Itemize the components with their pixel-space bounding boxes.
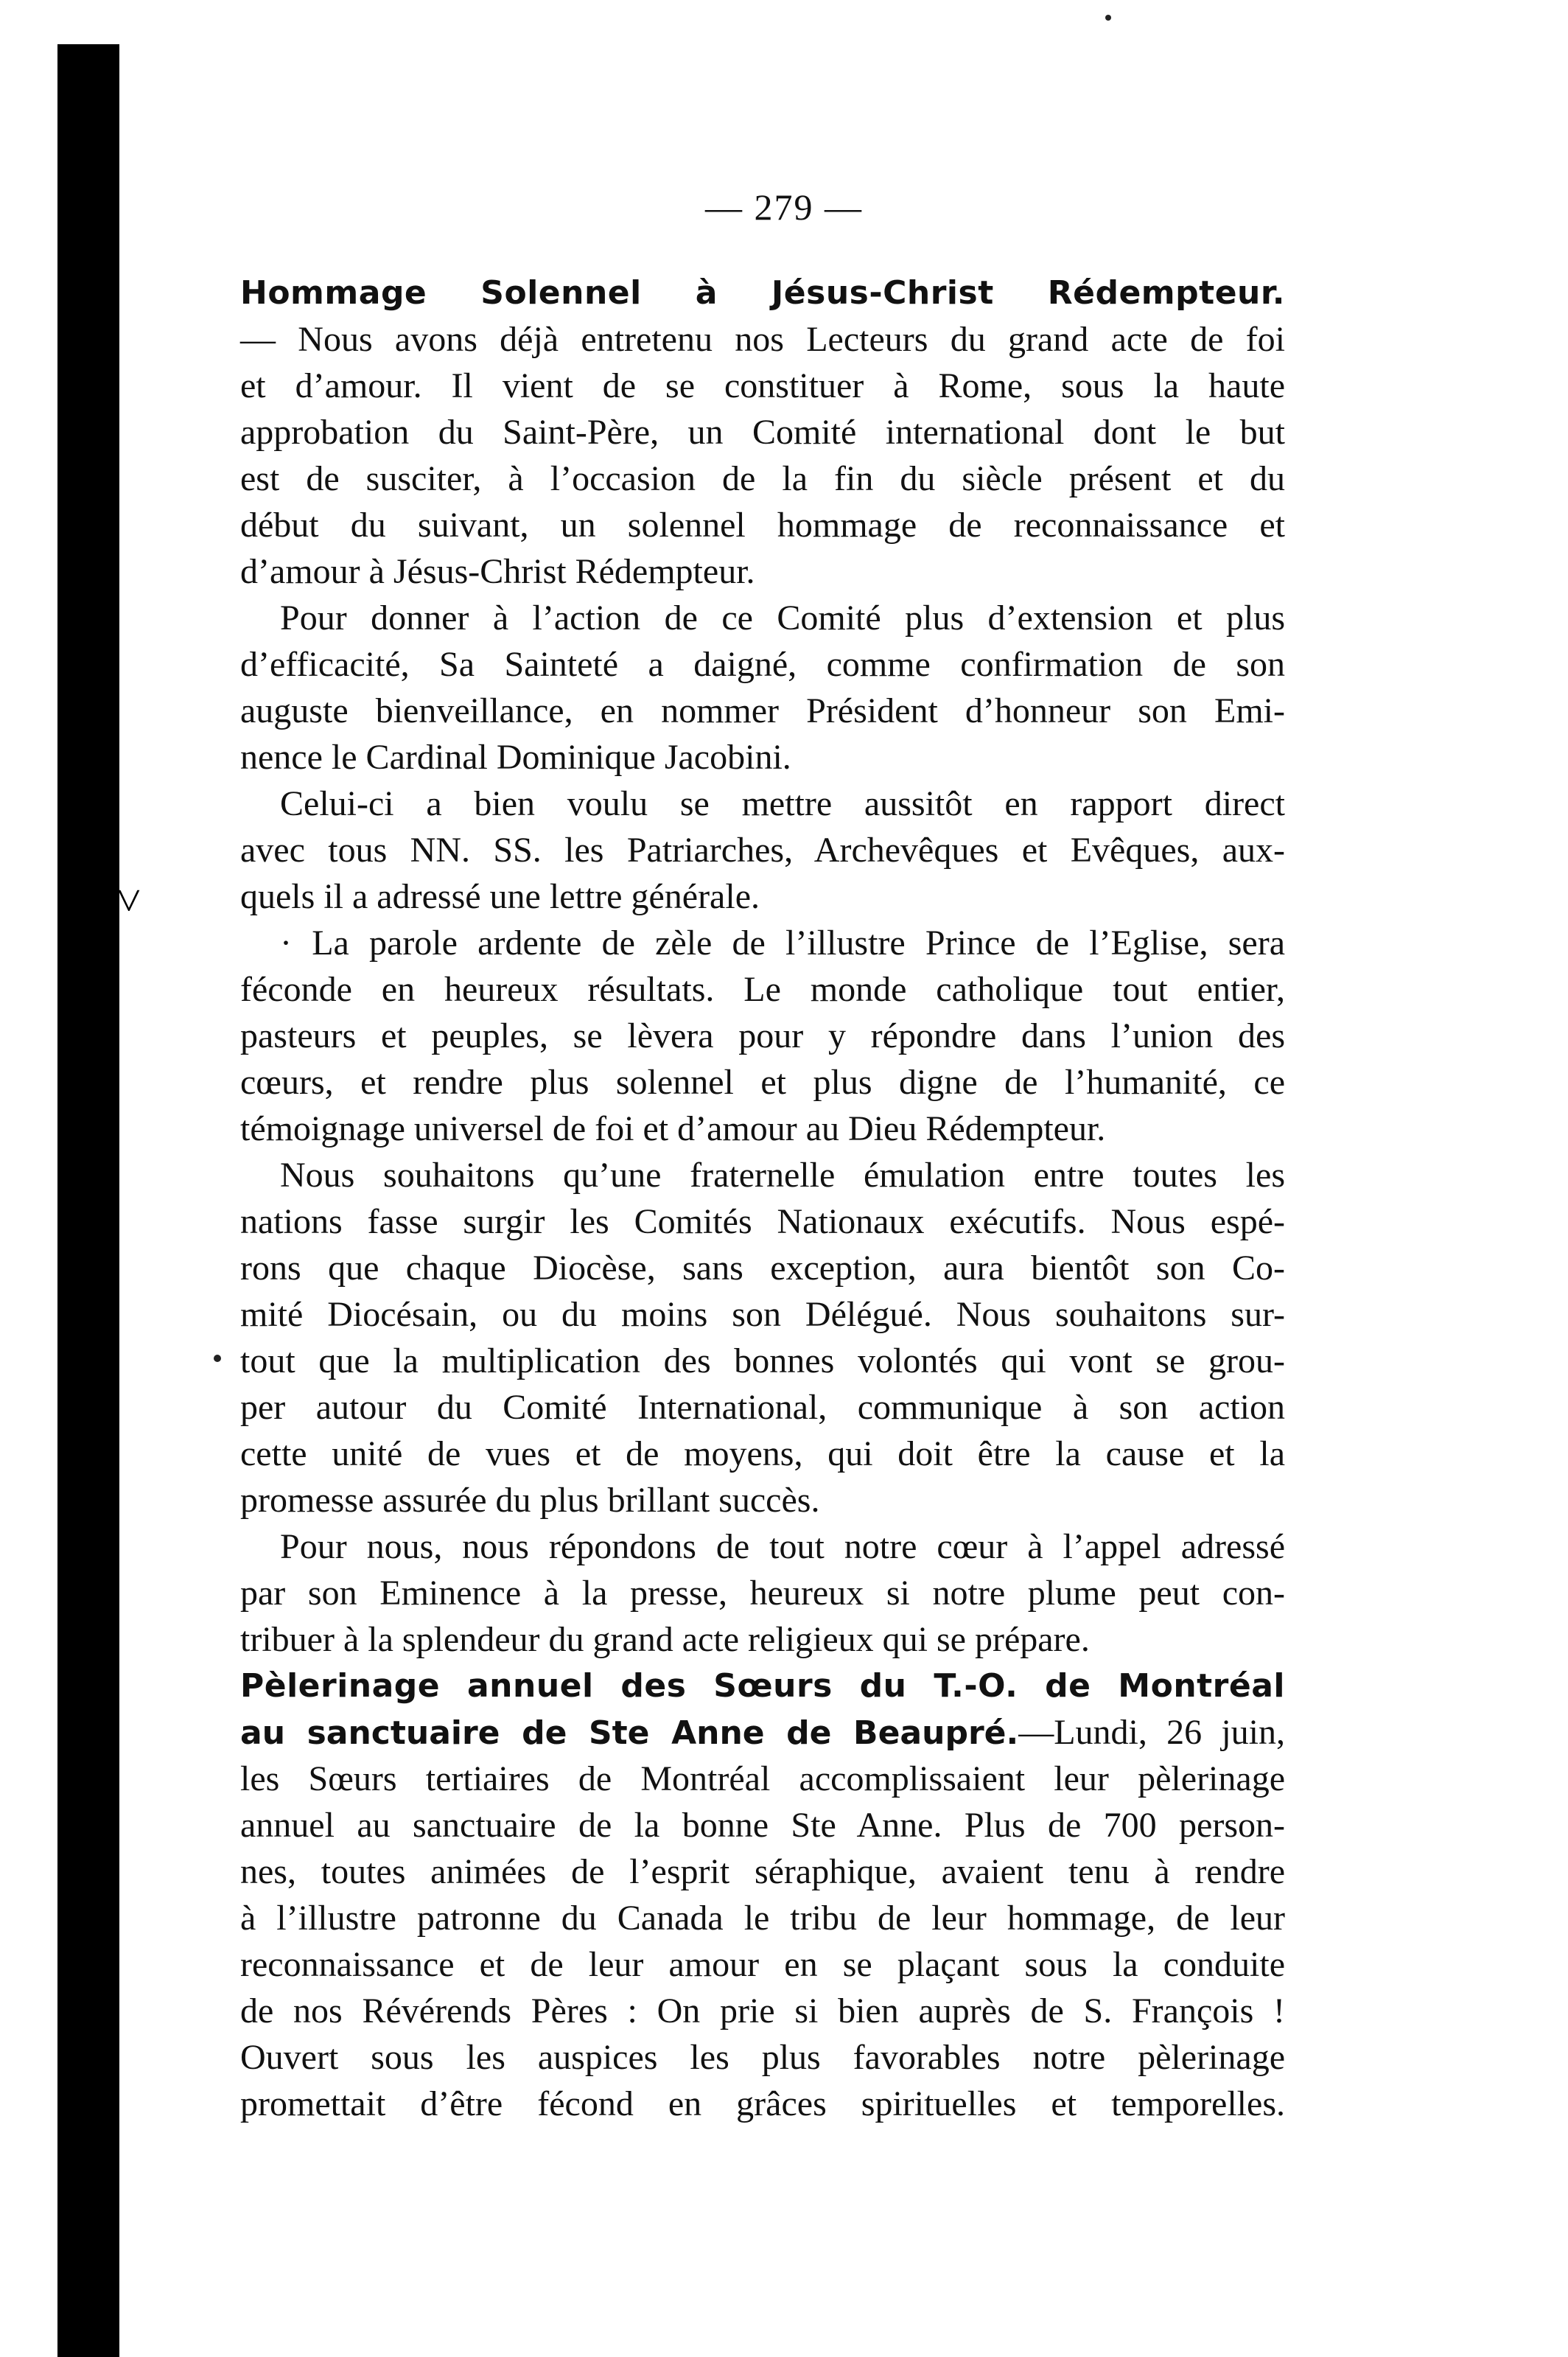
- text-line: est de susciter, à l’occasion de la fin du siècle présent et du: [240, 459, 1285, 498]
- text-line: promesse assurée du plus brillant succès.: [240, 1481, 820, 1520]
- text-line: avec tous NN. SS. les Patriarches, Archevêques et Evêques, aux-: [240, 831, 1285, 870]
- scan-binding-edge: [57, 44, 119, 2357]
- text-line: témoignage universel de foi et d’amour au Dieu Rédempteur.: [240, 1109, 1106, 1148]
- margin-mark: ˅: [116, 876, 141, 925]
- speck-mark: [1105, 15, 1111, 21]
- text-line: Celui-ci a bien voulu se mettre aussitôt en rapport direct: [280, 784, 1285, 823]
- text-line: rons que chaque Diocèse, sans exception, aura bientôt son Co-: [240, 1249, 1285, 1288]
- heading-lead-text: —Lundi, 26 juin,: [1018, 1713, 1285, 1752]
- text-line: à l’illustre patronne du Canada le tribu de leur hommage, de leur: [240, 1899, 1285, 1938]
- text-line: nes, toutes animées de l’esprit séraphique, avaient tenu à rendre: [240, 1852, 1285, 1891]
- text-line: les Sœurs tertiaires de Montréal accomplissaient leur pèlerinage: [240, 1759, 1285, 1798]
- section-heading: Hommage Solennel à Jésus-Christ Rédempteur.: [240, 274, 1285, 312]
- text-line: nations fasse surgir les Comités Nationaux exécutifs. Nous espé-: [240, 1202, 1285, 1241]
- heading-lead-line: [240, 1709, 1285, 1756]
- text-line: Pour nous, nous répondons de tout notre cœur à l’appel adressé: [280, 1527, 1285, 1566]
- text-line: Ouvert sous les auspices les plus favorables notre pèlerinage: [240, 2038, 1285, 2077]
- text-line: cette unité de vues et de moyens, qui doit être la cause et la: [240, 1434, 1285, 1473]
- section-heading-continued: au sanctuaire de Ste Anne de Beaupré.: [240, 1714, 1019, 1752]
- text-line: per autour du Comité International, communique à son action: [240, 1388, 1285, 1427]
- text-line: pasteurs et peuples, se lèvera pour y répondre dans l’union des: [240, 1016, 1285, 1055]
- text-line: annuel au sanctuaire de la bonne Ste Anne. Plus de 700 person-: [240, 1806, 1285, 1845]
- text-line: de nos Révérends Pères : On prie si bien auprès de S. François !: [240, 1991, 1285, 2030]
- text-line: cœurs, et rendre plus solennel et plus digne de l’humanité, ce: [240, 1063, 1285, 1102]
- text-line: auguste bienveillance, en nommer Président d’honneur son Emi-: [240, 691, 1285, 730]
- text-line: et d’amour. Il vient de se constituer à Rome, sous la haute: [240, 366, 1285, 405]
- text-line: tout que la multiplication des bonnes volontés qui vont se grou-: [240, 1341, 1285, 1380]
- text-column: [240, 270, 1285, 2127]
- text-line: reconnaissance et de leur amour en se plaçant sous la conduite: [240, 1945, 1285, 1984]
- text-line: Pour donner à l’action de ce Comité plus d’extension et plus: [280, 598, 1285, 638]
- page-number: — 279 —: [705, 186, 863, 228]
- text-line: début du suivant, un solennel hommage de reconnaissance et: [240, 506, 1285, 545]
- text-line: d’efficacité, Sa Sainteté a daigné, comme confirmation de son: [240, 645, 1285, 684]
- text-line: nence le Cardinal Dominique Jacobini.: [240, 738, 791, 777]
- section-heading: Pèlerinage annuel des Sœurs du T.-O. de Montréal: [240, 1667, 1285, 1705]
- text-line: Nous souhaitons qu’une fraternelle émulation entre toutes les: [280, 1156, 1285, 1195]
- text-line: d’amour à Jésus-Christ Rédempteur.: [240, 552, 755, 591]
- text-line: approbation du Saint-Père, un Comité international dont le but: [240, 413, 1285, 452]
- text-line: par son Eminence à la presse, heureux si notre plume peut con-: [240, 1574, 1285, 1613]
- text-line: féconde en heureux résultats. Le monde catholique tout entier,: [240, 970, 1285, 1009]
- text-line: tribuer à la splendeur du grand acte religieux qui se prépare.: [240, 1620, 1090, 1659]
- text-line: — Nous avons déjà entretenu nos Lecteurs du grand acte de foi: [240, 320, 1285, 359]
- text-line: promettait d’être fécond en grâces spirituelles et temporelles.: [240, 2084, 1285, 2123]
- text-line: quels il a adressé une lettre générale.: [240, 877, 760, 916]
- text-line: · La parole ardente de zèle de l’illustre Prince de l’Eglise, sera: [280, 923, 1285, 963]
- text-line: mité Diocésain, ou du moins son Délégué. Nous souhaitons sur-: [240, 1295, 1285, 1334]
- speck-mark: [214, 1355, 221, 1362]
